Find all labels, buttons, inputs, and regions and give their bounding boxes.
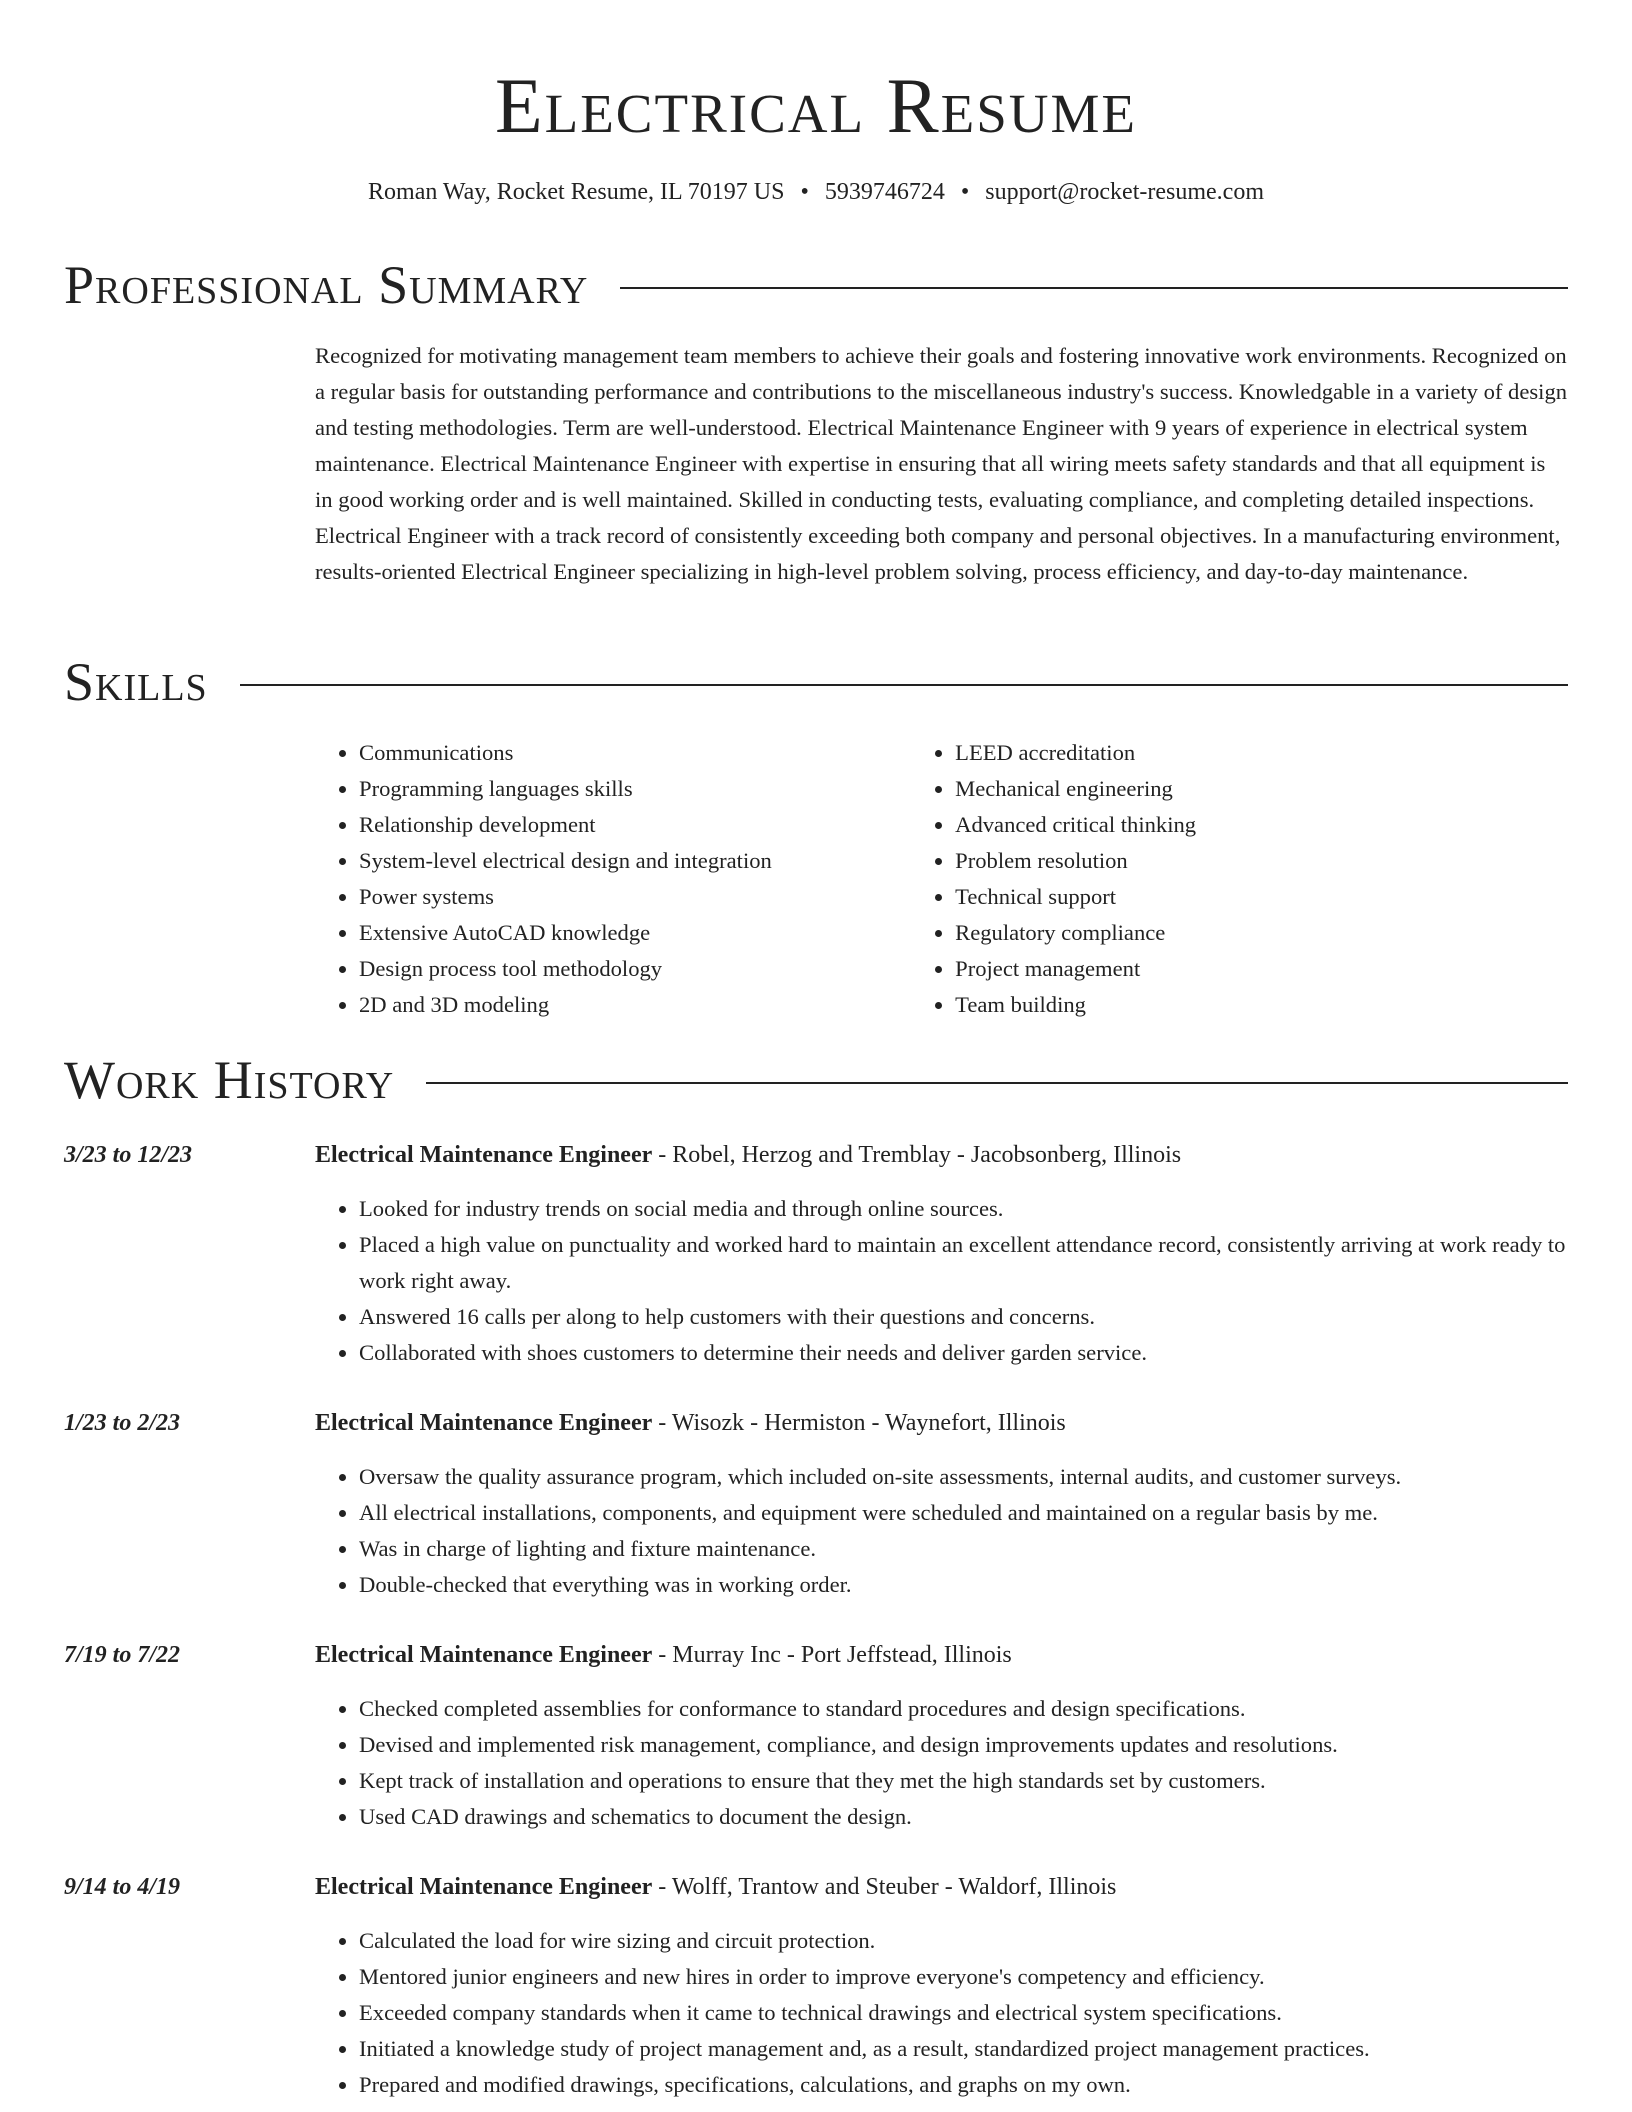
contact-address: Roman Way, Rocket Resume, IL 70197 US [368,179,785,205]
job-dates: 9/14 to 4/19 [64,1874,181,1900]
job-title-line [315,1637,1012,1673]
job-bullet: • Double-checked that everything was in working order. [359,1567,1568,1603]
work-section-header [64,1045,1568,1115]
job-title: Electrical Maintenance Engineer [315,1642,653,1668]
skill-item: • Design process tool methodology [359,951,911,987]
section-divider [426,1082,1568,1084]
skill-item: • LEED accreditation [955,735,1568,771]
job-dates: 7/19 to 7/22 [64,1642,181,1668]
job-employer: - Wisozk - Hermiston - Waynefort, Illinois [652,1410,1066,1436]
skill-item: • Project management [955,951,1568,987]
section-title-skills: Skills [64,652,208,712]
job-dates: 3/23 to 12/23 [64,1142,193,1168]
contact-email[interactable]: support@rocket-resume.com [985,179,1264,205]
contact-separator: • [800,179,809,205]
skill-item: • Advanced critical thinking [955,807,1568,843]
contact-separator: • [960,179,970,205]
summary-text: Recognized for motivating management team members to achieve their goals and fostering innovative work environments. Recognized on a regular basis for outstanding performance and contributions to the miscellaneous industry's success. Knowledgable in a variety of design and testing methodologies. Term are well-understood. Electrical Maintenance Engineer with 9 years of experience in electrical system maintenance. Electrical Maintenance Engineer with expertise in ensuring that all wiring meets safety standards and that all equipment is in good working order and is well maintained. Skilled in conducting tests, evaluating compliance, and completing detailed inspections. Electrical Engineer with a track record of consistently exceeding both company and personal objectives. In a manufacturing environment, results-oriented Electrical Engineer specializing in high-level problem solving, process efficiency, and day-to-day maintenance. [315,343,1568,584]
job-bullet: • Exceeded company standards when it came to technical drawings and electrical system specifications. [359,1995,1568,2031]
skills-column-left [315,735,911,1023]
skill-item: • Regulatory compliance [955,915,1568,951]
job-employer: - Robel, Herzog and Tremblay - Jacobsonberg, Illinois [652,1142,1182,1168]
section-divider [240,684,1568,686]
skill-item: • System-level electrical design and integration [359,843,911,879]
section-title-work-history: Work History [64,1050,395,1110]
skill-item: • Team building [955,987,1568,1023]
job-employer: - Wolff, Trantow and Steuber - Waldorf, Illinois [652,1874,1117,1900]
contact-phone: 5939746724 [824,179,945,205]
skills-column-right [911,735,1568,1023]
job-bullets [315,1191,1568,1371]
job-title: Electrical Maintenance Engineer [315,1410,653,1436]
job-bullet: • Mentored junior engineers and new hires in order to improve everyone's competency and efficiency. [359,1959,1568,1995]
skill-item: • Problem resolution [955,843,1568,879]
job-dates: 1/23 to 2/23 [64,1410,181,1436]
job-bullet: • Answered 16 calls per along to help customers with their questions and concerns. [359,1299,1568,1335]
job-bullets [315,1691,1568,1835]
job-bullet: • Placed a high value on punctuality and worked hard to maintain an excellent attendance record, consistently arriving at work ready to work right away. [359,1227,1568,1299]
job-bullets [315,1459,1568,1603]
job-bullet: • Initiated a knowledge study of project management and, as a result, standardized project management practices. [359,2031,1568,2067]
skill-item: • Power systems [359,879,911,915]
job-bullet: • Kept track of installation and operations to ensure that they met the high standards set by customers. [359,1763,1568,1799]
job-title: Electrical Maintenance Engineer [315,1874,653,1900]
section-divider [620,287,1568,289]
job-title-line [315,1405,1066,1441]
skill-item: • Mechanical engineering [955,771,1568,807]
job-title: Electrical Maintenance Engineer [315,1142,653,1168]
job-bullet: • Oversaw the quality assurance program, which included on-site assessments, internal audits, and customer surveys. [359,1459,1568,1495]
contact-line [64,172,1568,212]
job-title-line [315,1137,1181,1173]
skills-section-header [64,647,1568,717]
job-bullet: • All electrical installations, components, and equipment were scheduled and maintained on a regular basis by me. [359,1495,1568,1531]
skill-item: • Relationship development [359,807,911,843]
job-bullet: • Devised and implemented risk management, compliance, and design improvements updates and resolutions. [359,1727,1568,1763]
job-bullet: • Was in charge of lighting and fixture maintenance. [359,1531,1568,1567]
job-bullet: • Collaborated with shoes customers to determine their needs and deliver garden service. [359,1335,1568,1371]
skill-item: • Communications [359,735,911,771]
job-bullets [315,1923,1568,2103]
job-bullet: • Checked completed assemblies for conformance to standard procedures and design specifications. [359,1691,1568,1727]
skills-list [315,735,1568,1023]
job-bullet: • Prepared and modified drawings, specifications, calculations, and graphs on my own. [359,2067,1568,2103]
skill-item: • Extensive AutoCAD knowledge [359,915,911,951]
summary-section-header [64,250,1568,320]
job-bullet: • Used CAD drawings and schematics to document the design. [359,1799,1568,1835]
resume-name: Electrical Resume [494,62,1138,149]
job-title-line [315,1869,1116,1905]
section-title-summary: Professional Summary [64,255,589,315]
job-bullet: • Calculated the load for wire sizing and circuit protection. [359,1923,1568,1959]
skill-item: • Technical support [955,879,1568,915]
job-employer: - Murray Inc - Port Jeffstead, Illinois [652,1642,1012,1668]
skill-item: • 2D and 3D modeling [359,987,911,1023]
skill-item: • Programming languages skills [359,771,911,807]
job-bullet: • Looked for industry trends on social media and through online sources. [359,1191,1568,1227]
